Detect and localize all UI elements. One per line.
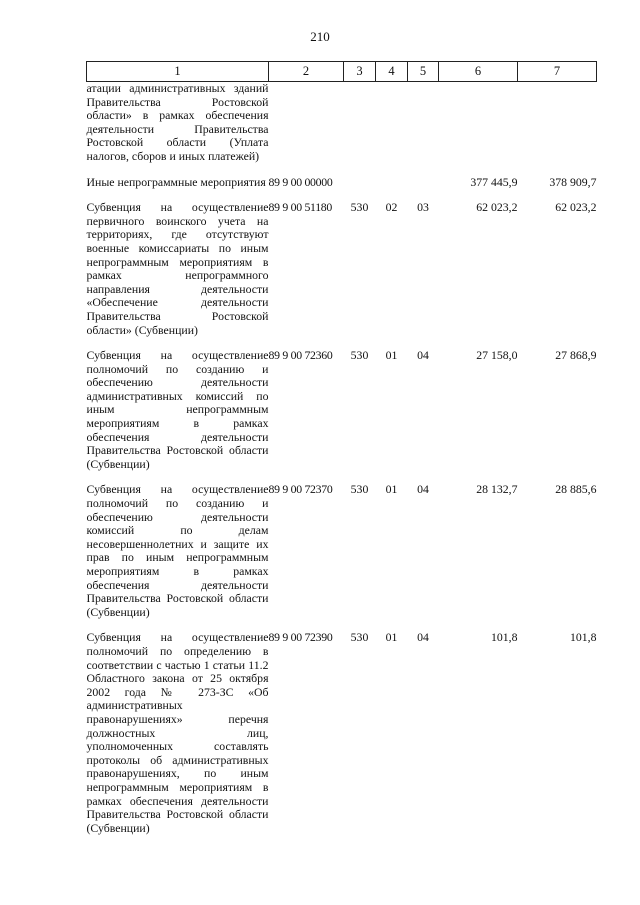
row-code: 89 9 00 72390 <box>268 630 333 645</box>
row-description: атации административных зданий Правительства Ростовской области» в рамках обеспечения деятельности Правительства Ростовской области (Уплата налогов, сборов и иных платежей) <box>86 81 269 163</box>
row-description: Иные непрограммные мероприятия <box>86 174 266 189</box>
row-value-6: 62 023,2 <box>476 200 518 215</box>
column-header-6: 6 <box>439 62 518 82</box>
row-description: Субвенция на осуществление первичного воинского учета на территориях, где отсутствуют военные комиссариаты по иным непрограммным мероприятиям в рамках непрограммного направления деятельности «Обеспечение деятельности Правительства Ростовской области» (Субвенции) <box>86 200 269 337</box>
column-header-3: 3 <box>344 62 376 82</box>
row-description: Субвенция на осуществление полномочий по созданию и обеспечению деятельности комиссий по делам несовершеннолетних и защите их прав по иным непрограммным мероприятиям в рамках обеспечения деятельности Правительства Ростовской области (Субвенции) <box>86 482 269 619</box>
row-code: 89 9 00 72360 <box>268 348 333 363</box>
table-row <box>87 349 597 471</box>
row-value-7 <box>518 82 597 164</box>
row-col5: 04 <box>417 482 429 497</box>
row-value-7: 378 909,7 <box>549 174 597 189</box>
row-spacer <box>87 164 597 176</box>
row-col5: 04 <box>417 630 429 645</box>
row-value-7: 28 885,6 <box>555 482 597 497</box>
row-col3: 530 <box>350 200 369 215</box>
column-header-4: 4 <box>376 62 408 82</box>
row-col3 <box>344 176 376 190</box>
row-col4: 01 <box>385 348 398 363</box>
page-number: 210 <box>310 29 330 44</box>
column-header-7: 7 <box>518 62 597 82</box>
table-row <box>87 483 597 619</box>
row-col3 <box>344 82 376 164</box>
row-value-6: 27 158,0 <box>476 348 518 363</box>
table-row <box>87 176 597 190</box>
row-code: 89 9 00 72370 <box>268 482 333 497</box>
row-description: Субвенция на осуществление полномочий по определению в соответствии с частью 1 статьи 11.2 Областного закона от 25 октября 2002 года № 273-ЗС «Об административных правонарушениях» перечня должностных лиц, уполномоченных составлять протоколы об административных правонарушениях, по иным непрограммным мероприятиям в рамках обеспечения деятельности Правительства Ростовской области (Субвенции) <box>86 630 269 835</box>
row-value-7: 27 868,9 <box>555 348 597 363</box>
row-value-7: 101,8 <box>569 630 597 645</box>
row-description: Субвенция на осуществление полномочий по созданию и обеспечению деятельности административных комиссий по иным непрограммным мероприятиям в рамках обеспечения деятельности Правительства Ростовской области (Субвенции) <box>86 348 269 471</box>
row-col4 <box>376 176 408 190</box>
row-code: 89 9 00 51180 <box>268 200 332 215</box>
column-header-2: 2 <box>269 62 344 82</box>
row-col5 <box>408 176 439 190</box>
table-row <box>87 201 597 337</box>
row-col3: 530 <box>350 482 369 497</box>
budget-table <box>86 61 597 835</box>
row-col3: 530 <box>350 630 369 645</box>
column-header-1: 1 <box>87 62 269 82</box>
row-col4 <box>376 82 408 164</box>
row-value-6 <box>439 82 518 164</box>
row-value-7: 62 023,2 <box>555 200 597 215</box>
row-value-6: 101,8 <box>490 630 518 645</box>
row-col5: 04 <box>417 348 429 363</box>
row-col4: 02 <box>385 200 398 215</box>
row-value-6: 377 445,9 <box>470 174 518 189</box>
table-header-row <box>87 62 597 82</box>
row-code: 89 9 00 00000 <box>268 174 333 189</box>
row-col5 <box>408 82 439 164</box>
column-header-5: 5 <box>408 62 439 82</box>
row-value-6: 28 132,7 <box>476 482 518 497</box>
row-col5: 03 <box>417 200 429 215</box>
table-row <box>87 631 597 835</box>
row-col4: 01 <box>385 482 398 497</box>
row-col3: 530 <box>350 348 369 363</box>
row-col4: 01 <box>385 630 398 645</box>
table-row <box>87 82 597 164</box>
row-code <box>269 82 344 164</box>
